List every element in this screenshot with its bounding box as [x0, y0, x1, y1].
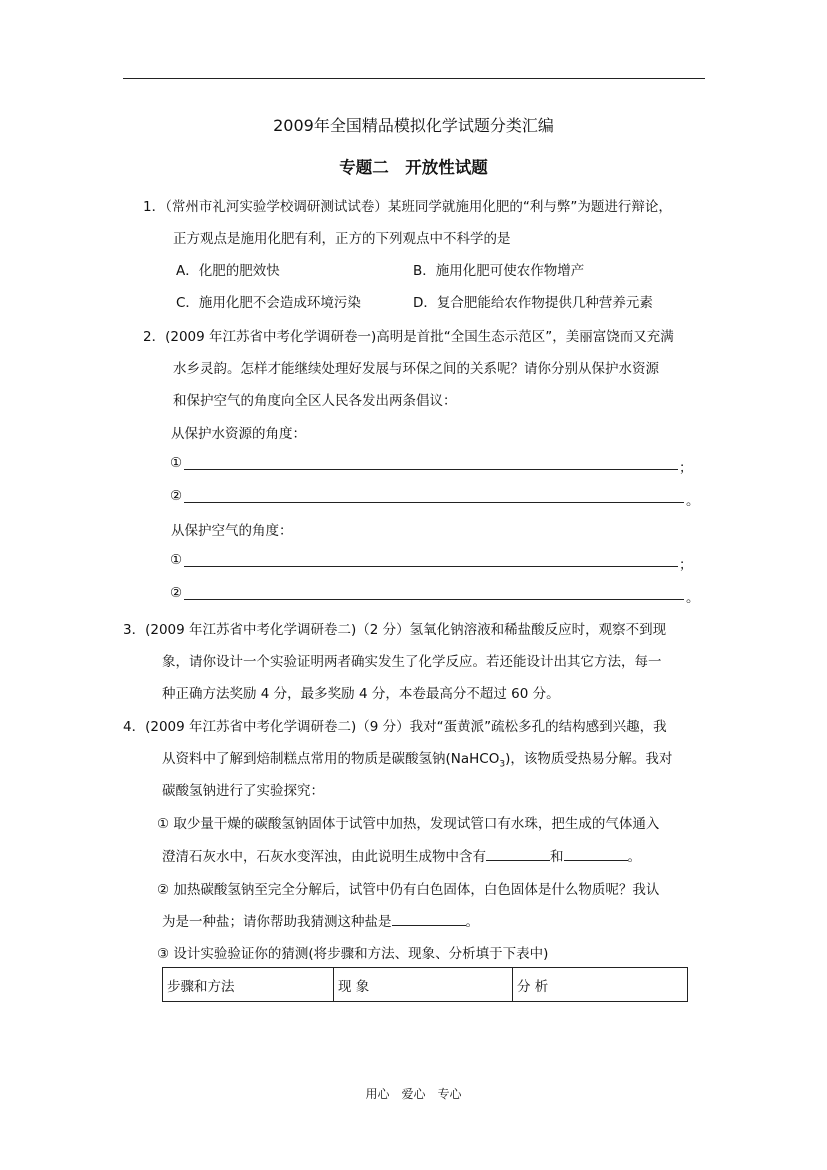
page-footer: 用心 爱心 专心: [365, 1087, 462, 1101]
q4-step1-line2: 澄清石灰水中，石灰水变浑浊，由此说明生成物中含有 和 。: [162, 849, 641, 865]
q4-formula-subscript: 3: [499, 759, 506, 770]
document-title: 2009年全国精品模拟化学试题分类汇编: [273, 116, 554, 135]
q2-air-end-1: ；: [679, 557, 693, 573]
q4-step1-blank-1[interactable]: [486, 847, 550, 861]
q2-line1: 2．(2009 年江苏省中考化学调研卷一)高明是首批“全国生态示范区”，美丽富饶而又充满: [143, 329, 674, 345]
q2-air-end-2: 。: [686, 590, 700, 606]
q2-air-answer-1[interactable]: [184, 566, 678, 567]
q2-water-end-2: 。: [686, 493, 700, 509]
q1-line2: 正方观点是施用化肥有利，正方的下列观点中不科学的是: [173, 231, 511, 247]
q4-step2-line2: 为是一种盐；请你帮助我猜测这种盐是 。: [162, 914, 479, 930]
q3-line3: 种正确方法奖励 4 分，最多奖励 4 分，本卷最高分不超过 60 分。: [162, 686, 560, 702]
q4-step2-line1: ② 加热碳酸氢钠至完全分解后，试管中仍有白色固体，白色固体是什么物质呢？我认: [157, 882, 660, 898]
q2-air-label: 从保护空气的角度：: [171, 523, 293, 539]
table-header-row: [163, 968, 688, 1002]
section-subtitle: 专题二 开放性试题: [339, 158, 488, 177]
q4-step1-line1: ① 取少量干燥的碳酸氢钠固体于试管中加热，发现试管口有水珠，把生成的气体通入: [157, 816, 660, 832]
q1-option-c: C．施用化肥不会造成环境污染: [176, 295, 361, 311]
q4-line2: 从资料中了解到焙制糕点常用的物质是碳酸氢钠(NaHCO$_3$)，该物质受热易分解。我对: [162, 751, 673, 770]
q1-line1: 1．（常州市礼河实验学校调研测试试卷）某班同学就施用化肥的“利与弊”为题进行辩论，: [143, 199, 672, 215]
q1-option-b: B．施用化肥可使农作物增产: [413, 263, 585, 279]
q4-step3-line1: ③ 设计实验验证你的猜测(将步骤和方法、现象、分析填于下表中): [157, 946, 549, 962]
q4-step1-blank-2[interactable]: [564, 847, 628, 861]
q4-experiment-table: [162, 967, 688, 1002]
q2-water-label: 从保护水资源的角度：: [171, 426, 306, 442]
q1-option-a: A．化肥的肥效快: [176, 263, 280, 279]
table-header-analysis: 分 析: [513, 968, 688, 1002]
q2-water-marker-2: ②: [170, 488, 183, 504]
header-rule: [123, 78, 705, 79]
q2-line3: 和保护空气的角度向全区人民各发出两条倡议：: [173, 393, 457, 409]
q2-water-end-1: ；: [679, 460, 693, 476]
q3-line1: 3．(2009 年江苏省中考化学调研卷二)（2 分）氢氧化钠溶液和稀盐酸反应时，观察不到现: [123, 622, 667, 638]
q2-air-marker-2: ②: [170, 585, 183, 601]
table-header-steps: 步骤和方法: [163, 968, 334, 1002]
q2-air-marker-1: ①: [170, 552, 183, 568]
q1-option-d: D．复合肥能给农作物提供几种营养元素: [413, 295, 653, 311]
q2-water-answer-1[interactable]: [184, 469, 678, 470]
q4-line1: 4．(2009 年江苏省中考化学调研卷二)（9 分）我对“蛋黄派”疏松多孔的结构感到兴趣，我: [123, 719, 667, 735]
q4-step2-blank[interactable]: [392, 912, 466, 926]
q2-air-answer-2[interactable]: [184, 599, 684, 600]
q3-line2: 象，请你设计一个实验证明两者确实发生了化学反应。若还能设计出其它方法，每一: [162, 654, 662, 670]
q2-water-marker-1: ①: [170, 455, 183, 471]
q4-line3: 碳酸氢钠进行了实验探究：: [162, 783, 324, 799]
q2-line2: 水乡灵韵。怎样才能继续处理好发展与环保之间的关系呢？请你分别从保护水资源: [173, 361, 659, 377]
q2-water-answer-2[interactable]: [184, 502, 684, 503]
table-header-phenomena: 现 象: [334, 968, 513, 1002]
